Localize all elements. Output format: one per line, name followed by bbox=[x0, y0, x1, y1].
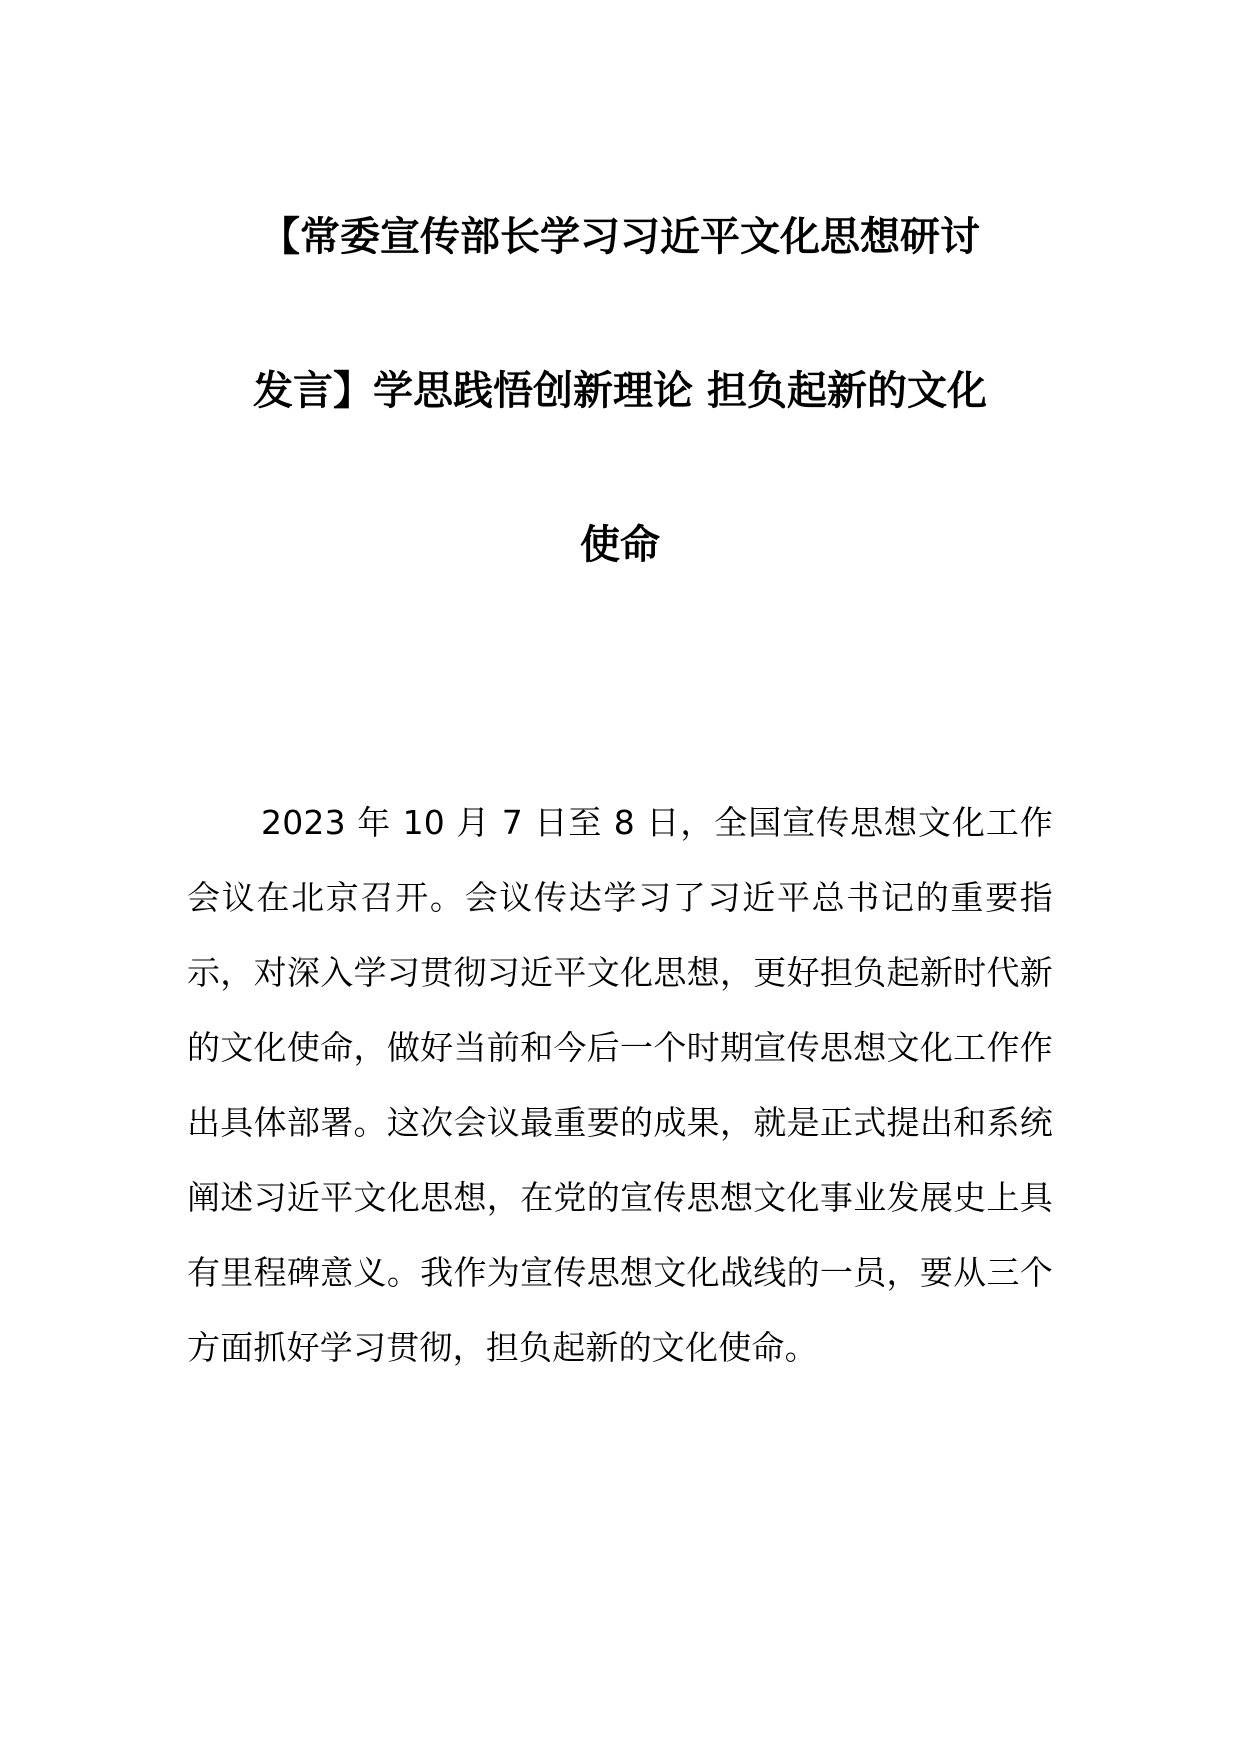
title-line-2: 发言】学思践悟创新理论 担负起新的文化 bbox=[253, 368, 987, 414]
body-paragraph: 2023 年 10 月 7 日至 8 日，全国宣传思想文化工作会议在北京召开。会议传达学习了习近平总书记的重要指示，对深入学习贯彻习近平文化思想，更好担负起新时代新的文化使命，做好当前和今后一个时期宣传思想文化工作作出具体部署。这次会议最重要的成果，就是正式提出和系统阐述习近平文化思想，在党的宣传思想文化事业发展史上具有里程碑意义。我作为宣传思想文化战线的一员，要从三个方面抓好学习贯彻，担负起新的文化使命。 bbox=[187, 803, 1053, 1367]
title-line-3: 使命 bbox=[580, 522, 660, 568]
title-line-1: 【常委宣传部长学习习近平文化思想研讨 bbox=[260, 214, 980, 260]
document-title bbox=[190, 160, 1050, 622]
